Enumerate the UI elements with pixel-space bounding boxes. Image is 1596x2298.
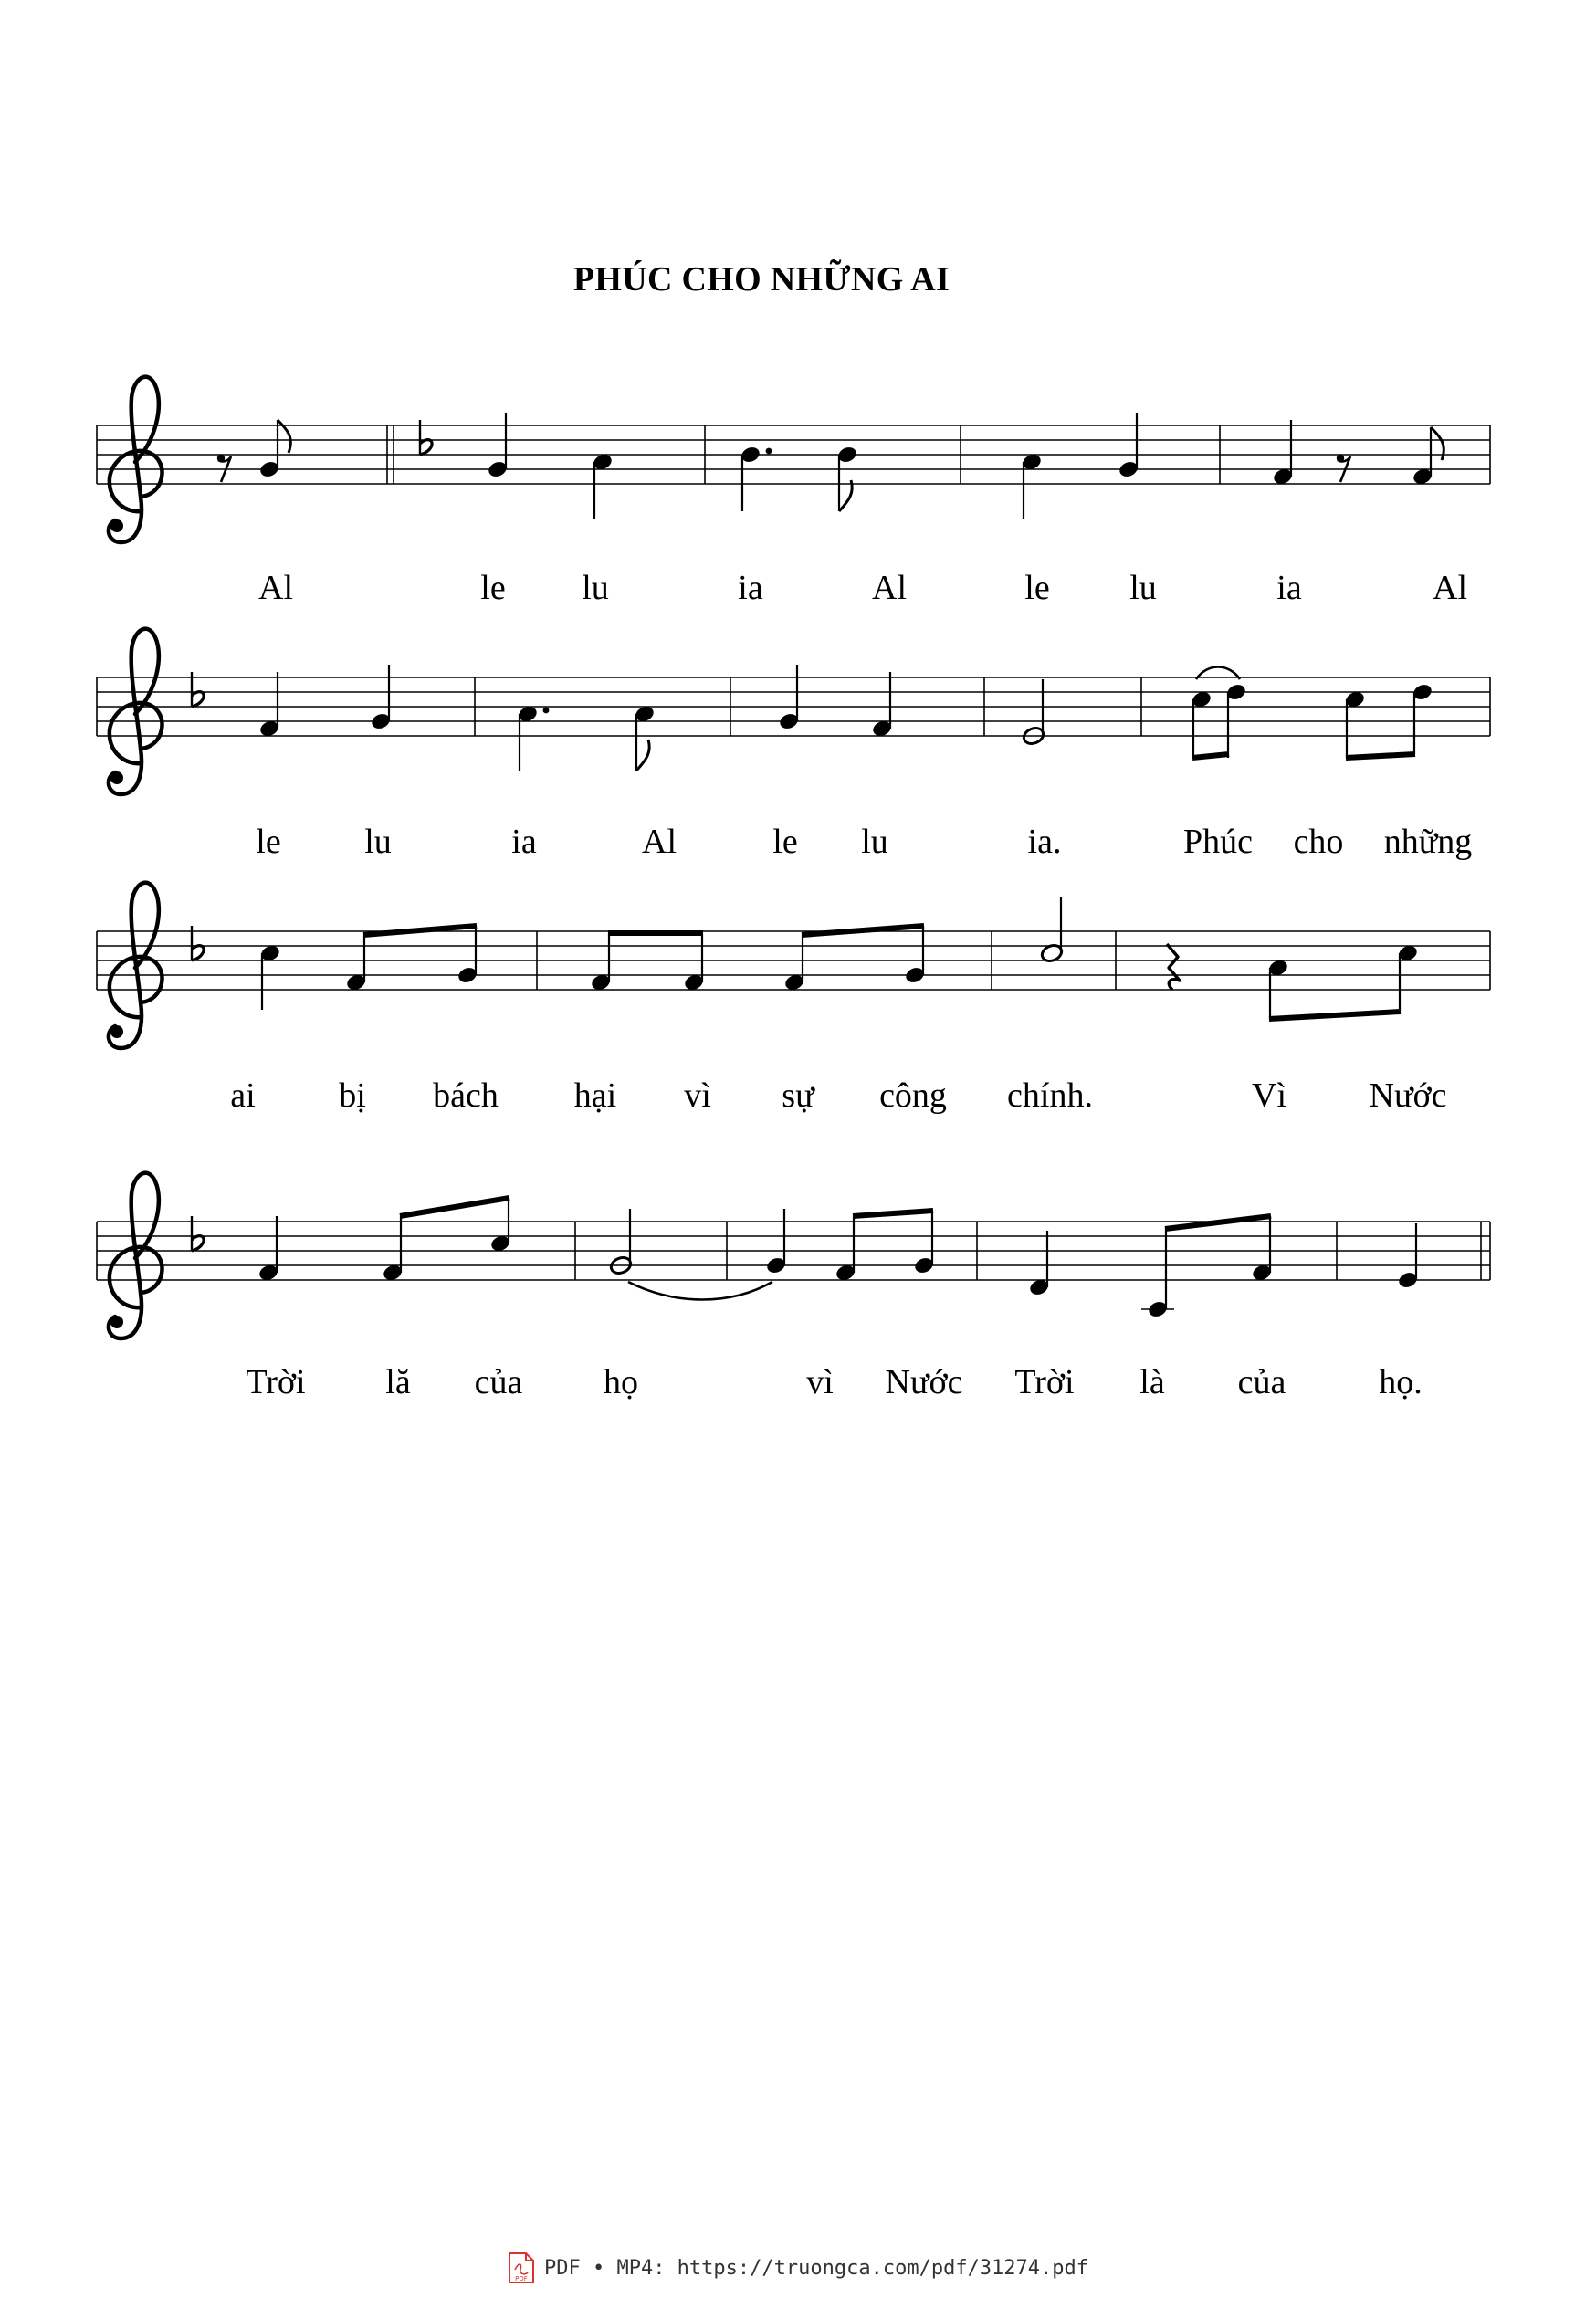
lyric-syllable: bị bbox=[339, 1076, 366, 1115]
lyric-syllable: le bbox=[772, 823, 798, 861]
lyrics-line-4 bbox=[246, 1363, 1422, 1401]
lyric-syllable: hại bbox=[573, 1076, 617, 1115]
lyric-syllable: chính. bbox=[1007, 1076, 1093, 1115]
lyric-syllable: lu bbox=[582, 569, 609, 607]
treble-clef-icon bbox=[109, 377, 163, 542]
staff-system-3 bbox=[97, 883, 1490, 1048]
lyric-syllable: le bbox=[480, 569, 506, 607]
lyric-syllable: ia. bbox=[1027, 823, 1062, 861]
lyric-syllable: Nước bbox=[1369, 1076, 1447, 1115]
lyric-syllable: Nước bbox=[885, 1363, 963, 1401]
lyric-syllable: là bbox=[1139, 1363, 1165, 1401]
lyrics-line-3 bbox=[230, 1076, 1446, 1115]
lyric-syllable: họ bbox=[604, 1363, 638, 1401]
lyric-syllable: vì bbox=[806, 1363, 834, 1401]
lyric-syllable: Vì bbox=[1252, 1076, 1286, 1115]
lyric-syllable: le bbox=[1024, 569, 1050, 607]
lyric-syllable: những bbox=[1383, 823, 1473, 861]
lyric-syllable: ia bbox=[738, 569, 763, 607]
lyric-syllable: Al bbox=[1433, 569, 1467, 607]
lyric-syllable: Trời bbox=[246, 1363, 306, 1401]
lyric-syllable: le bbox=[256, 823, 281, 861]
lyric-syllable: lu bbox=[1129, 569, 1157, 607]
lyric-syllable: công bbox=[879, 1076, 947, 1115]
lyric-syllable: ai bbox=[230, 1076, 256, 1115]
lyric-syllable: Al bbox=[258, 569, 293, 607]
staff-system-2 bbox=[97, 629, 1490, 794]
lyric-syllable: lă bbox=[385, 1363, 411, 1401]
pdf-file-icon[interactable] bbox=[508, 2251, 535, 2284]
lyric-syllable: ia bbox=[1276, 569, 1302, 607]
lyric-syllable: Al bbox=[642, 823, 677, 861]
lyric-syllable: của bbox=[1237, 1363, 1286, 1401]
staff-system-1 bbox=[97, 377, 1490, 542]
lyric-syllable: họ. bbox=[1379, 1363, 1423, 1401]
lyric-syllable: bách bbox=[433, 1076, 499, 1115]
lyrics-line-2 bbox=[256, 823, 1472, 861]
song-title: PHÚC CHO NHỮNG AI bbox=[572, 260, 950, 299]
lyric-syllable: ia bbox=[511, 823, 537, 861]
lyric-syllable: Al bbox=[872, 569, 907, 607]
lyrics-line-1 bbox=[258, 569, 1467, 607]
pdf-icon-label: PDF bbox=[515, 2275, 528, 2282]
lyric-syllable: vì bbox=[684, 1076, 711, 1115]
lyric-syllable: lu bbox=[364, 823, 392, 861]
footer-link[interactable]: PDF • MP4: https://truongca.com/pdf/31274.pdf bbox=[543, 2256, 1089, 2280]
lyric-syllable: sự bbox=[782, 1076, 814, 1115]
lyric-syllable: của bbox=[474, 1363, 523, 1401]
staff-system-4 bbox=[97, 1173, 1490, 1338]
lyric-syllable: Trời bbox=[1014, 1363, 1075, 1401]
lyric-syllable: Phúc bbox=[1183, 823, 1253, 861]
lyric-syllable: cho bbox=[1293, 823, 1344, 861]
lyric-syllable: lu bbox=[861, 823, 888, 861]
